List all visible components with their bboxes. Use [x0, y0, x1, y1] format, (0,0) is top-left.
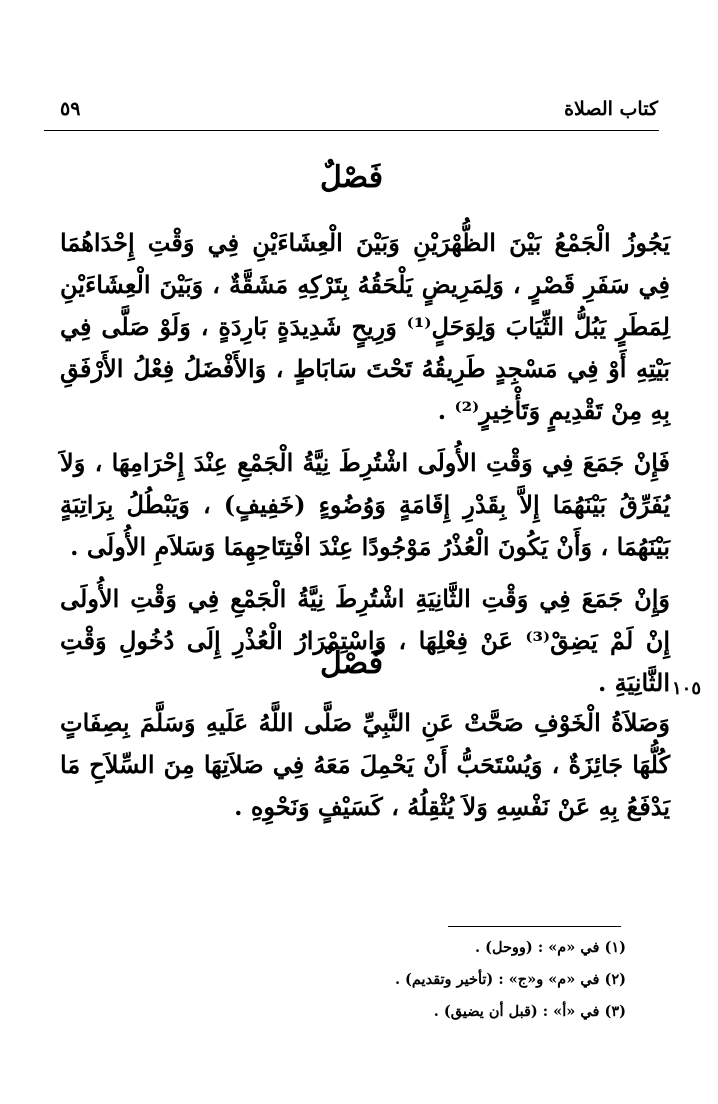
footnote-1: (١) في «م» : (ووحل) .: [475, 939, 626, 956]
section-heading-1: فَصْلٌ: [319, 160, 384, 195]
page-number: ٥٩: [60, 98, 81, 120]
paragraph: فَإِنْ جَمَعَ فِي وَقْتِ الأُولَى اشْتُرِطَ نِيَّةُ الْجَمْعِ عِنْدَ إِحْرَامِهَا ، وَلاَ يُفَرِّقُ بَيْنَهُمَا إِلاَّ بِقَدْرِ إِقَامَةٍ وَوُضُوءٍ (خَفِيفٍ) ، وَيَبْطُلُ بِرَاتِبَةٍ بَيْنَهُمَا ، وَأَنْ يَكُونَ الْعُذْرُ مَوْجُودًا عِنْدَ افْتِتَاحِهِمَا وَسَلاَمِ الأُولَى .: [60, 448, 670, 561]
section-heading-2: فَصْلٌ: [319, 646, 384, 681]
footnote-2: (٢) في «م» و«ج» : (تأخير وتقديم) .: [394, 971, 626, 988]
paragraph: وَإِنْ جَمَعَ فِي وَقْتِ الثَّانِيَةِ اشْتُرِطَ نِيَّةُ الْجَمْعِ فِي وَقْتِ الأُولَى إِنْ لَمْ يَضِقْ⁽³⁾ عَنْ فِعْلِهَا ، وَاسْتِمْرَارُ الْعُذْرِ إِلَى دُخُولِ وَقْتِ الثَّانِيَةِ .: [60, 584, 671, 697]
margin-reference-number: ١٠٥: [672, 678, 702, 699]
header-divider: [44, 130, 659, 131]
footnotes: [66, 932, 626, 1028]
paragraph: يَجُوزُ الْجَمْعُ بَيْنَ الظُّهْرَيْنِ وَبَيْنَ الْعِشَاءَيْنِ فِي وَقْتِ إِحْدَاهُمَا فِي سَفَرِ قَصْرٍ ، وَلِمَرِيضٍ يَلْحَقُهُ بِتَرْكِهِ مَشَقَّةٌ ، وَبَيْنَ الْعِشَاءَيْنِ لِمَطَرٍ يَبُلُّ الثِّيَابَ وَلِوَحَلٍ⁽¹⁾ وَرِيحٍ شَدِيدَةٍ بَارِدَةٍ ، وَلَوْ صَلَّى فِي بَيْتِهِ أَوْ فِي مَسْجِدٍ طَرِيقُهُ تَحْتَ سَابَاطٍ ، وَالأَفْضَلُ فِعْلُ الأَرْفَقِ بِهِ مِنْ تَقْدِيمٍ وَتَأْخِيرٍ⁽²⁾ .: [60, 228, 670, 425]
running-header-title: كتاب الصلاة: [564, 98, 658, 120]
section-2-body: [60, 702, 670, 828]
footnote-divider: [448, 926, 621, 927]
footnote-3: (٣) في «أ» : (قبل أن يضيق) .: [433, 1003, 626, 1020]
paragraph: وَصَلاَةُ الْخَوْفِ صَحَّتْ عَنِ النَّبِيِّ صَلَّى اللَّهُ عَلَيهِ وَسَلَّمَ بِصِفَاتٍ كُلُّهَا جَائِزَةٌ ، وَيُسْتَحَبُّ أَنْ يَحْمِلَ مَعَهُ فِي صَلاَتِهَا مِنَ السِّلاَحِ مَا يَدْفَعُ بِهِ عَنْ نَفْسِهِ وَلاَ يُثْقِلُهُ ، كَسَيْفٍ وَنَحْوِهِ .: [60, 708, 670, 821]
section-1-body: [60, 222, 670, 704]
